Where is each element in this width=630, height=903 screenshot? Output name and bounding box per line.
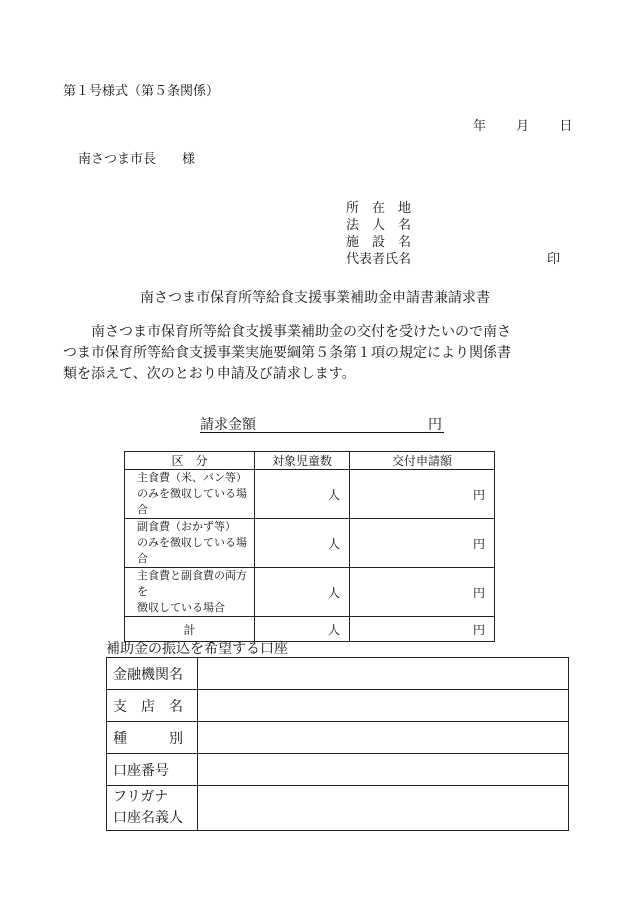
row-category-line2: のみを徴収している場合 [137, 487, 247, 516]
bank-section-title: 補助金の振込を希望する口座 [106, 641, 288, 657]
furigana-label: フリガナ [113, 789, 169, 805]
account-number-field[interactable] [198, 754, 569, 786]
bank-name-field[interactable] [198, 658, 569, 690]
claim-amount-line [200, 414, 444, 433]
bank-row [107, 658, 569, 690]
bank-row [107, 786, 569, 831]
form-number: 第１号様式（第５条関係） [63, 84, 220, 99]
row-category-line1: 主食費と副食費の両方を [137, 569, 247, 598]
table-row [125, 519, 495, 568]
branch-name-field[interactable] [198, 690, 569, 722]
bank-row [107, 722, 569, 754]
header-category: 区 分 [125, 452, 255, 470]
grant-amount-cell[interactable]: 円 [350, 470, 495, 519]
header-children-count: 対象児童数 [255, 452, 350, 470]
children-count-cell[interactable]: 人 [255, 519, 350, 568]
row-category-line2: 徴収している場合 [137, 601, 225, 614]
applicant-address-label: 所 在 地 [346, 201, 412, 216]
table-row [125, 470, 495, 519]
applicant-facility-label: 施 設 名 [346, 235, 412, 250]
grant-amount-cell[interactable]: 円 [350, 519, 495, 568]
children-count-cell[interactable]: 人 [255, 470, 350, 519]
applicant-representative-row [346, 251, 566, 268]
table-header-row [125, 452, 495, 470]
date-month: 月 [516, 119, 530, 134]
table-row [125, 568, 495, 617]
row-category-line2: のみを徴収している場合 [137, 536, 247, 565]
applicant-block [346, 200, 566, 268]
account-type-label: 種 別 [107, 722, 198, 754]
branch-name-label: 支 店 名 [107, 690, 198, 722]
addressee: 南さつま市長 様 [78, 152, 196, 167]
date-day: 日 [559, 119, 573, 134]
row-category [125, 519, 255, 568]
date-year: 年 [473, 119, 487, 134]
row-category [125, 568, 255, 617]
total-label: 計 [125, 617, 255, 642]
row-category [125, 470, 255, 519]
bank-name-label: 金融機関名 [107, 658, 198, 690]
account-holder-field[interactable] [198, 786, 569, 831]
grant-amount-cell[interactable]: 円 [350, 568, 495, 617]
total-children-cell[interactable]: 人 [255, 617, 350, 642]
applicant-corporation-label: 法 人 名 [346, 218, 412, 233]
account-number-label: 口座番号 [107, 754, 198, 786]
account-type-field[interactable] [198, 722, 569, 754]
total-amount-cell[interactable]: 円 [350, 617, 495, 642]
claim-amount-unit: 円 [428, 417, 442, 433]
applicant-representative-label: 代表者氏名 [346, 252, 412, 267]
application-statement: 南さつま市保育所等給食支援事業補助金の交付を受けたいので南さつま市保育所等給食支援事業実施要綱第５条第１項の規定により関係書類を添えて、次のとおり申請及び請求します。 [63, 324, 511, 382]
account-holder-label [107, 786, 198, 831]
bank-row [107, 690, 569, 722]
bank-row [107, 754, 569, 786]
bank-account-table [106, 657, 569, 831]
seal-mark: 印 [546, 252, 560, 267]
holder-name-label: 口座名義人 [113, 810, 183, 826]
document-title: 南さつま市保育所等給食支援事業補助金申請書兼請求書 [140, 290, 490, 306]
claim-amount-label: 請求金額 [200, 417, 256, 433]
header-grant-amount: 交付申請額 [350, 452, 495, 470]
subsidy-table [124, 451, 495, 642]
row-category-line1: 主食費（米、パン等） [137, 471, 247, 484]
row-category-line1: 副食費（おかず等） [137, 520, 236, 533]
date-line [473, 115, 572, 134]
children-count-cell[interactable]: 人 [255, 568, 350, 617]
